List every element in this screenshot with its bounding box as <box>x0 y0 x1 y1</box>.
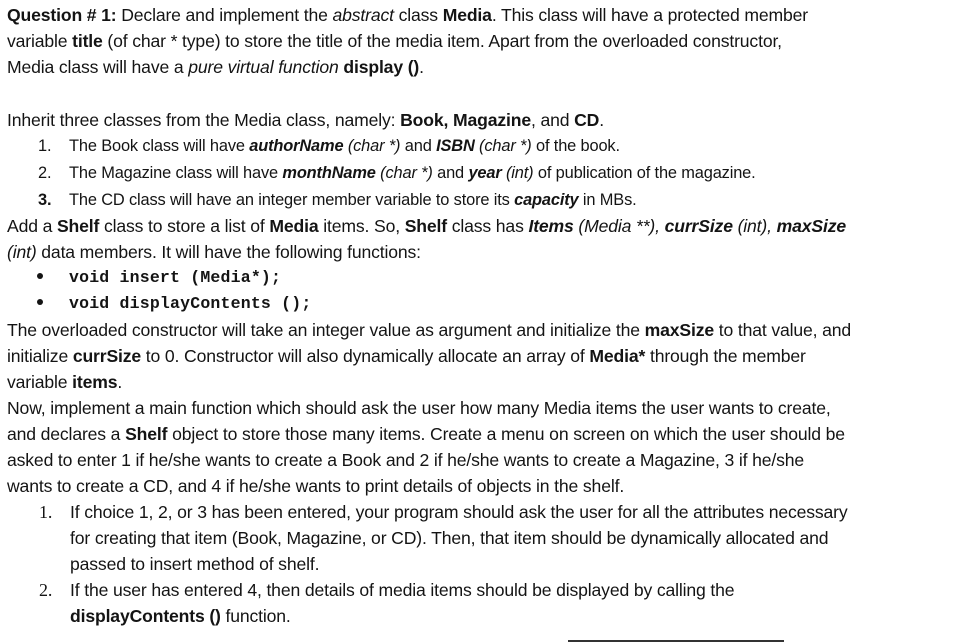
list-number: 3. <box>38 191 52 209</box>
list-number: 2. <box>39 580 53 600</box>
constructor-line-2: initialize currSize to 0. Constructor will also dynamically allocate an array of Media* through the member <box>7 346 806 366</box>
list-item-magazine: The Magazine class will have monthName (char *) and year (int) of publication of the magazine. <box>69 164 756 182</box>
constructor-line-1: The overloaded constructor will take an integer value as argument and initialize the maxSize to that value, and <box>7 320 852 340</box>
list-number: 1. <box>39 502 53 522</box>
horizontal-rule <box>568 640 784 642</box>
choice-1-line-1: If choice 1, 2, or 3 has been entered, your program should ask the user for all the attributes necessary <box>70 502 848 522</box>
list-number: 2. <box>38 164 52 182</box>
function-insert: void insert (Media*); <box>69 268 282 287</box>
main-line-3: asked to enter 1 if he/she wants to create a Book and 2 if he/she wants to create a Magazine, 3 if he/she <box>7 450 804 470</box>
question-label: Question # 1: <box>7 5 117 25</box>
main-line-1: Now, implement a main function which should ask the user how many Media items the user wants to create, <box>7 398 831 418</box>
function-display-contents: void displayContents (); <box>69 294 312 313</box>
main-line-2: and declares a Shelf object to store those many items. Create a menu on screen on which the user should be <box>7 424 845 444</box>
list-number: 1. <box>38 137 52 155</box>
list-item-book: The Book class will have authorName (char *) and ISBN (char *) of the book. <box>69 137 620 155</box>
shelf-line-1: Add a Shelf class to store a list of Media items. So, Shelf class has Items (Media **), currSize (int), maxSize <box>7 216 846 236</box>
bullet-icon <box>37 273 43 279</box>
shelf-line-2: (int) data members. It will have the following functions: <box>7 242 421 262</box>
choice-1-line-3: passed to insert method of shelf. <box>70 554 320 574</box>
choice-1-line-2: for creating that item (Book, Magazine, or CD). Then, that item should be dynamically allocated and <box>70 528 829 548</box>
list-item-cd: The CD class will have an integer member variable to store its capacity in MBs. <box>69 191 637 209</box>
choice-2-line-1: If the user has entered 4, then details of media items should be displayed by calling the <box>70 580 735 600</box>
intro-line-1: Question # 1: Declare and implement the abstract class Media. This class will have a protected member <box>7 5 809 25</box>
choice-2-line-2: displayContents () function. <box>70 606 291 626</box>
intro-line-2: variable title (of char * type) to store the title of the media item. Apart from the overloaded constructor, <box>7 31 782 51</box>
constructor-line-3: variable items. <box>7 372 123 392</box>
intro-line-3: Media class will have a pure virtual function display (). <box>7 57 424 77</box>
inherit-line: Inherit three classes from the Media class, namely: Book, Magazine, and CD. <box>7 110 604 130</box>
bullet-icon <box>37 299 43 305</box>
main-line-4: wants to create a CD, and 4 if he/she wants to print details of objects in the shelf. <box>7 476 625 496</box>
